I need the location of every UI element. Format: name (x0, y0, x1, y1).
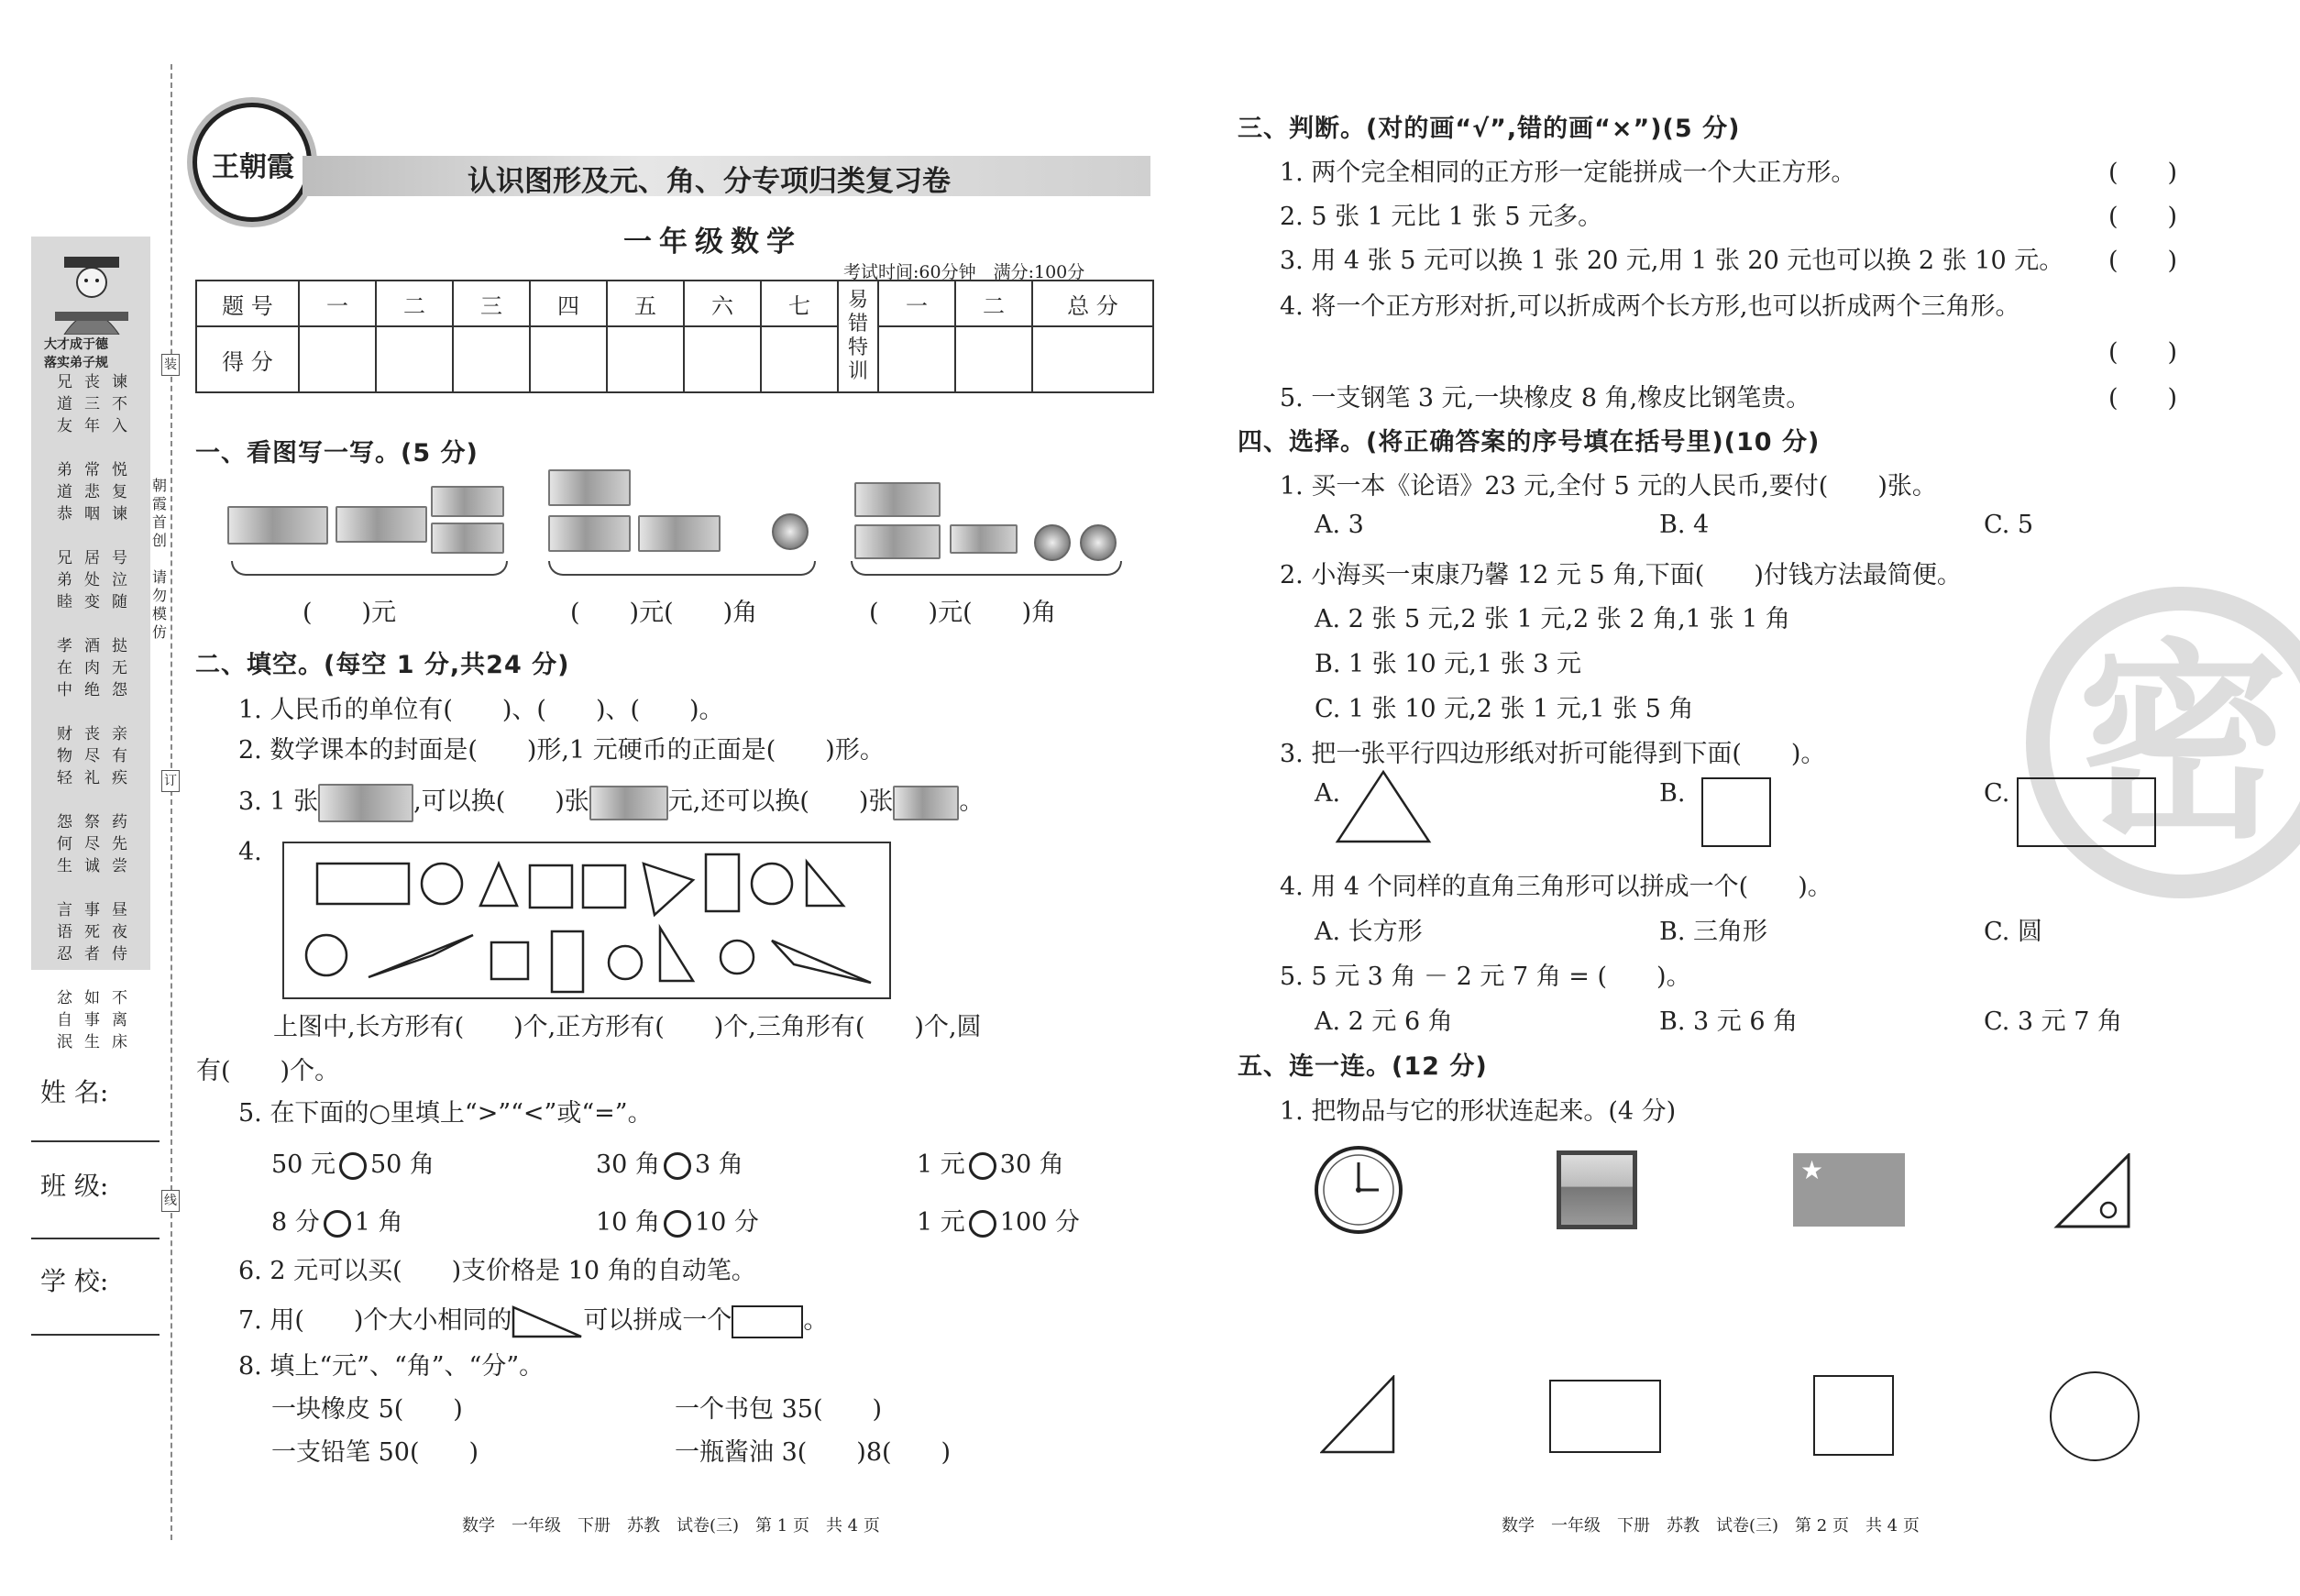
poem-line: 祭尽诚 (84, 813, 100, 875)
fill-q3 (238, 781, 984, 822)
poem-line: 怨何生 (57, 813, 72, 875)
binding-tag-3: 线 (161, 1190, 180, 1212)
compare-left: 30 角 (596, 1150, 660, 1179)
poem-col-3 (112, 371, 128, 1053)
compare-right: 1 角 (354, 1208, 403, 1237)
poem-line: 悦复谏 (112, 461, 127, 523)
brace-2 (548, 561, 816, 576)
flag-icon[interactable] (1793, 1153, 1905, 1227)
star-icon: ★ (1800, 1155, 1824, 1185)
school-label: 学 校: (40, 1266, 109, 1296)
poem-line: 挞无怨 (112, 637, 127, 699)
compare-right: 50 角 (369, 1150, 435, 1179)
coin-image (772, 513, 809, 550)
compare-left: 1 元 (917, 1208, 965, 1237)
compare-circle[interactable] (969, 1152, 996, 1180)
margin-note-1: 朝霞首创 (152, 477, 168, 549)
poem-line: 亲有疾 (112, 725, 127, 787)
fill-q8-item-2: 一个书包 35( ) (675, 1395, 883, 1424)
compare-right: 3 角 (694, 1150, 743, 1179)
fill-q4-text-a: 上图中,长方形有( )个,正方形有( )个,三角形有( )个,圆 (273, 1013, 982, 1041)
compare-6 (917, 1202, 1080, 1238)
shapes-box (282, 842, 891, 999)
compare-5 (596, 1202, 759, 1238)
watermark-text: 密 (2077, 620, 2289, 867)
fill-q7-part: 。 (803, 1306, 829, 1335)
score-cell[interactable] (530, 326, 607, 392)
compare-right: 100 分 (999, 1208, 1080, 1237)
score-cell[interactable] (684, 326, 761, 392)
poem-line: 居处变 (84, 549, 100, 611)
circle-shape (752, 864, 792, 904)
poem-line: 酒肉绝 (84, 637, 100, 699)
choice-q5: 5. 5 元 3 角 － 2 元 7 角 = ( )。 (1280, 963, 1691, 991)
score-row-label: 得 分 (196, 326, 299, 392)
choice-q1-a[interactable]: A. 3 (1315, 511, 1364, 539)
poem-line: 谏不入 (112, 373, 127, 435)
fill-q8-item-4: 一瓶酱油 3( )8( ) (675, 1438, 952, 1467)
choice-q1-c[interactable]: C. 5 (1984, 511, 2034, 539)
bill-image (318, 784, 413, 822)
fill-q6: 6. 2 元可以买( )支价格是 10 角的自动笔。 (238, 1257, 756, 1285)
poem-line: 昼夜侍 (112, 901, 127, 963)
rectangle-shape (317, 864, 409, 904)
poem-line: 丧尽礼 (84, 725, 100, 787)
answer-2: ( )元( )角 (570, 599, 758, 627)
fill-q3-part: 。 (959, 787, 985, 816)
score-cell[interactable] (607, 326, 684, 392)
match-q1: 1. 把物品与它的形状连起来。(4 分) (1280, 1097, 1677, 1126)
name-label: 姓 名: (40, 1077, 109, 1107)
shapes-figure (284, 843, 893, 1001)
triangle-shape (480, 864, 517, 906)
compare-circle[interactable] (969, 1210, 996, 1238)
square-shape (583, 865, 625, 908)
choice-q2-a[interactable]: A. 2 张 5 元,2 张 1 元,2 张 2 角,1 张 1 角 (1315, 605, 1790, 633)
score-cell[interactable] (376, 326, 453, 392)
circle-shape[interactable] (2050, 1371, 2140, 1461)
bill-image (548, 515, 631, 552)
choice-q3-b-square (1701, 777, 1771, 847)
choice-q4: 4. 用 4 个同样的直角三角形可以拼成一个( )。 (1280, 873, 1832, 901)
fill-q7-part: 7. 用( )个大小相同的 (238, 1306, 512, 1335)
choice-q2: 2. 小海买一束康乃馨 12 元 5 角,下面( )付钱方法最简便。 (1280, 561, 1962, 589)
class-field[interactable] (31, 1238, 160, 1239)
school-field[interactable] (31, 1334, 160, 1336)
judge-blank-4[interactable]: ( ) (2108, 338, 2178, 367)
right-triangle-icon (512, 1305, 583, 1338)
bill-image (950, 524, 1018, 554)
fill-q3-part: ,可以换( )张 (413, 787, 589, 816)
section-1-title: 一、看图写一写。(5 分) (195, 439, 479, 468)
triangle-shape (369, 935, 473, 977)
section-5-title: 五、连一连。(12 分) (1238, 1052, 1488, 1081)
score-cell[interactable] (1032, 326, 1153, 392)
choice-q5-a[interactable]: A. 2 元 6 角 (1315, 1007, 1453, 1036)
judge-q2: 2. 5 张 1 元比 1 张 5 元多。 (1280, 203, 1603, 231)
bill-image (638, 515, 721, 552)
judge-q3: 3. 用 4 张 5 元可以换 1 张 20 元,用 1 张 20 元也可以换 2 张 10 元。 (1280, 247, 2064, 275)
score-header: 四 (530, 281, 607, 326)
compare-2 (596, 1144, 743, 1180)
bill-image (589, 786, 668, 820)
sidebar-motto-2: 落实弟子规 (44, 356, 108, 370)
choice-q3-c-rectangle (2017, 777, 2156, 847)
fill-q2: 2. 数学课本的封面是( )形,1 元硬币的正面是( )形。 (238, 736, 885, 765)
score-cell[interactable] (299, 326, 376, 392)
compare-left: 10 角 (596, 1208, 660, 1237)
judge-blank-2[interactable]: ( ) (2108, 203, 2178, 231)
poem-line: 兄弟睦 (57, 549, 72, 611)
choice-q4-c[interactable]: C. 圆 (1984, 918, 2042, 946)
page-footer-right: 数学 一年级 下册 苏教 试卷(三) 第 2 页 共 4 页 (1502, 1516, 1920, 1535)
rectangle-shape[interactable] (1549, 1380, 1661, 1453)
judge-blank-5[interactable]: ( ) (2108, 384, 2178, 413)
page-subtitle: 一年级数学 (623, 226, 802, 259)
circle-shape (609, 946, 642, 979)
choice-q3-b[interactable]: B. (1659, 779, 1686, 808)
class-label: 班 级: (40, 1171, 109, 1201)
brand-name: 王朝霞 (212, 151, 294, 183)
set-square-icon[interactable] (2053, 1153, 2132, 1228)
poem-line: 号泣随 (112, 549, 127, 611)
bill-image (854, 482, 941, 517)
cut-line (171, 64, 172, 1540)
score-table (195, 280, 1154, 393)
score-header: 六 (684, 281, 761, 326)
money-group-3 (854, 482, 1129, 565)
choice-q2-c[interactable]: C. 1 张 10 元,2 张 1 元,1 张 5 角 (1315, 695, 1694, 723)
choice-q5-b[interactable]: B. 3 元 6 角 (1659, 1007, 1799, 1036)
compare-1 (271, 1144, 435, 1180)
money-group-1 (227, 486, 512, 559)
score-header: 二 (955, 281, 1032, 326)
binding-tag-1: 装 (161, 354, 180, 376)
poem-line: 不离床 (112, 989, 127, 1051)
compare-left: 1 元 (917, 1150, 965, 1179)
coin-image (1034, 524, 1071, 561)
poem-line: 事死者 (84, 901, 100, 963)
choice-q1: 1. 买一本《论语》23 元,全付 5 元的人民币,要付( )张。 (1280, 472, 1937, 501)
clock-icon[interactable] (1313, 1144, 1404, 1236)
fill-q3-part: 元,还可以换( )张 (667, 787, 894, 816)
brace-3 (851, 561, 1122, 576)
choice-q3-a-triangle (1335, 768, 1432, 845)
bill-image (893, 786, 959, 820)
poem-line: 如事生 (84, 989, 100, 1051)
score-header: 一 (878, 281, 955, 326)
choice-q4-a[interactable]: A. 长方形 (1315, 918, 1423, 946)
section-3-title: 三、判断。(对的画“√”,错的画“×”)(5 分) (1238, 115, 1741, 143)
square-shape[interactable] (1813, 1375, 1894, 1456)
landscape-picture-icon[interactable] (1557, 1150, 1637, 1229)
compare-3 (917, 1144, 1064, 1180)
rectangle-shape (552, 931, 583, 992)
compare-circle[interactable] (664, 1210, 691, 1238)
poem-col-2 (84, 371, 101, 1053)
page-title: 认识图形及元、角、分专项归类复习卷 (468, 165, 951, 198)
compare-left: 50 元 (271, 1150, 336, 1179)
poem-line: 丧三年 (84, 373, 100, 435)
exam-info: 考试时间:60分钟 满分:100分 (843, 262, 1085, 282)
judge-q4: 4. 将一个正方形对折,可以折成两个长方形,也可以折成两个三角形。 (1280, 292, 2020, 321)
answer-3: ( )元( )角 (869, 599, 1057, 627)
fill-q7-part: 可以拼成一个 (583, 1306, 732, 1335)
compare-left: 8 分 (271, 1208, 320, 1237)
compare-right: 30 角 (999, 1150, 1064, 1179)
fill-q3-part: 3. 1 张 (238, 787, 319, 816)
triangle-shape[interactable] (1320, 1375, 1395, 1454)
score-header: 题 号 (196, 281, 299, 326)
triangle-shape (644, 864, 693, 915)
poem-line: 兄道友 (57, 373, 72, 435)
circle-shape (422, 864, 462, 904)
judge-blank-1[interactable]: ( ) (2108, 159, 2178, 187)
rectangle-shape (706, 854, 739, 911)
score-header: 三 (453, 281, 530, 326)
compare-4 (271, 1202, 403, 1238)
fill-q8-item-3: 一支铅笔 50( ) (271, 1438, 479, 1467)
poem-col-1 (57, 371, 73, 1053)
square-shape (491, 942, 528, 979)
score-cell[interactable] (955, 326, 1032, 392)
choice-q2-b[interactable]: B. 1 张 10 元,1 张 3 元 (1315, 650, 1581, 678)
judge-blank-3[interactable]: ( ) (2108, 247, 2178, 275)
section-4-title: 四、选择。(将正确答案的序号填在括号里)(10 分) (1238, 428, 1821, 457)
poem-line: 言语忍 (57, 901, 72, 963)
binding-tag-2: 订 (161, 770, 180, 792)
compare-circle[interactable] (339, 1152, 367, 1180)
score-cell[interactable] (453, 326, 530, 392)
choice-q3-c[interactable]: C. (1984, 779, 2010, 808)
score-header: 总 分 (1032, 281, 1153, 326)
choice-q5-c[interactable]: C. 3 元 7 角 (1984, 1007, 2122, 1036)
choice-q3: 3. 把一张平行四边形纸对折可能得到下面( )。 (1280, 740, 1826, 768)
fill-q4-text-b: 有( )个。 (196, 1057, 340, 1085)
score-cell[interactable] (878, 326, 955, 392)
compare-circle[interactable] (664, 1152, 691, 1180)
name-field[interactable] (31, 1140, 160, 1142)
choice-q4-b[interactable]: B. 三角形 (1659, 918, 1768, 946)
bill-image (431, 486, 504, 517)
coin-image (1080, 524, 1117, 561)
poem-line: 财物轻 (57, 725, 72, 787)
score-header-special: 易错特训 (838, 281, 878, 392)
bill-image (431, 523, 504, 554)
section-2-title: 二、填空。(每空 1 分,共24 分) (195, 651, 570, 679)
score-header: 七 (761, 281, 838, 326)
money-group-2 (546, 469, 821, 561)
bill-image (336, 506, 427, 543)
triangle-shape (660, 928, 693, 981)
choice-q3-a[interactable]: A. (1315, 779, 1341, 808)
poem-line: 孝在中 (57, 637, 72, 699)
fill-q8: 8. 填上“元”、“角”、“分”。 (238, 1352, 545, 1381)
judge-q1: 1. 两个完全相同的正方形一定能拼成一个大正方形。 (1280, 159, 1856, 187)
bill-image (548, 469, 631, 506)
fill-q7 (238, 1300, 828, 1338)
poem-line: 弟道恭 (57, 461, 72, 523)
poem-line: 常悲咽 (84, 461, 100, 523)
judge-q5: 5. 一支钢笔 3 元,一块橡皮 8 角,橡皮比钢笔贵。 (1280, 384, 1811, 413)
compare-circle[interactable] (324, 1210, 351, 1238)
bill-image (227, 506, 328, 545)
bill-image (854, 524, 941, 559)
page-footer-left: 数学 一年级 下册 苏教 试卷(三) 第 1 页 共 4 页 (462, 1516, 880, 1535)
score-header: 一 (299, 281, 376, 326)
triangle-shape (807, 862, 843, 906)
margin-note-2: 请勿模仿 (152, 568, 168, 641)
fill-q1: 1. 人民币的单位有( )、( )、( )。 (238, 696, 724, 724)
brand-logo (193, 103, 312, 222)
fill-q5: 5. 在下面的○里填上“>”“<”或“=”。 (238, 1099, 653, 1128)
triangle-shape (772, 941, 871, 983)
sidebar-motto-1: 大才成于德 (44, 337, 108, 352)
poem-line: 忿自泯 (57, 989, 72, 1051)
score-cell[interactable] (761, 326, 838, 392)
rectangle-icon (732, 1305, 803, 1338)
circle-shape (721, 941, 754, 974)
choice-q1-b[interactable]: B. 4 (1659, 511, 1710, 539)
compare-right: 10 分 (694, 1208, 759, 1237)
answer-1: ( )元 (303, 599, 397, 627)
score-header: 五 (607, 281, 684, 326)
poem-line: 药先尝 (112, 813, 127, 875)
brace-1 (231, 561, 508, 576)
scholar-illustration (55, 248, 128, 335)
square-shape (530, 865, 572, 908)
fill-q4: 4. (238, 838, 262, 866)
watermark-seal (2026, 587, 2300, 898)
fill-q8-item-1: 一块橡皮 5( ) (271, 1395, 463, 1424)
circle-shape (306, 935, 347, 975)
score-header: 二 (376, 281, 453, 326)
